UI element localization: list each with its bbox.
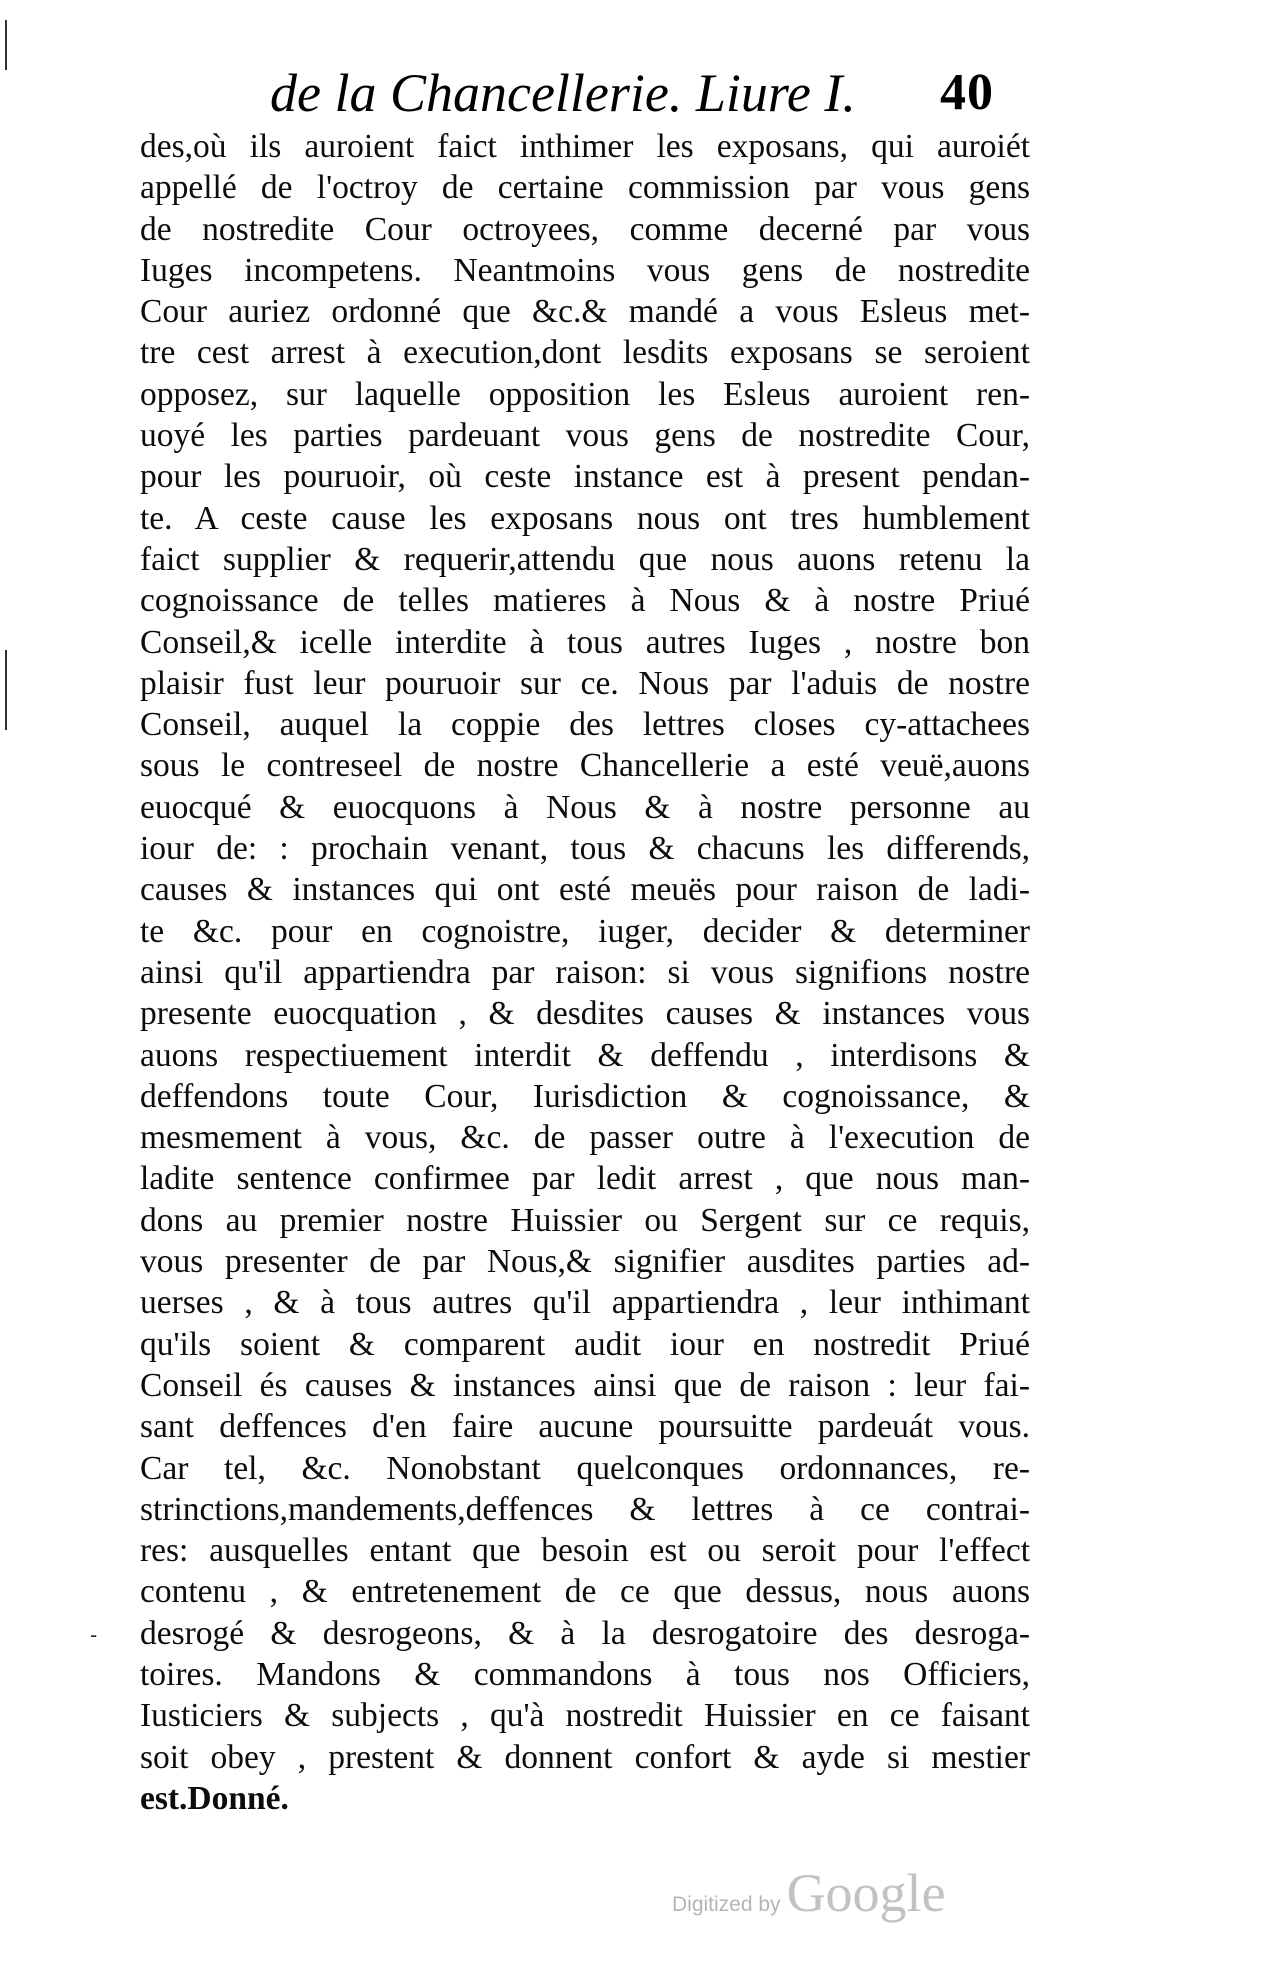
text-line: Conseil,& icelle interdite à tous autres Iuges , nostre bon: [140, 623, 1030, 661]
text-line: Conseil és causes & instances ainsi que de raison : leur fai-: [140, 1366, 1030, 1404]
text-line: ladite sentence confirmee par ledit arrest , que nous man-: [140, 1160, 1030, 1198]
text-line: auons respectiuement interdit & deffendu , interdisons &: [140, 1036, 1030, 1074]
text-line: qu'ils soient & comparent audit iour en nostredit Priué: [140, 1325, 1030, 1363]
page-number: 40: [940, 64, 994, 121]
body-text: [140, 126, 1030, 1819]
text-line: uoyé les parties pardeuant vous gens de nostredite Cour,: [140, 417, 1030, 455]
text-line: plaisir fust leur pouruoir sur ce. Nous par l'aduis de nostre: [140, 664, 1030, 702]
text-line: toires. Mandons & commandons à tous nos Officiers,: [140, 1655, 1030, 1693]
digitized-by-text: Digitized by: [672, 1893, 781, 1916]
running-head: [270, 58, 1030, 128]
text-line: contenu , & entretenement de ce que dessus, nous auons: [140, 1573, 1030, 1611]
text-line: dons au premier nostre Huissier ou Sergent sur ce requis,: [140, 1201, 1030, 1239]
stray-mark: -: [90, 1623, 98, 1647]
text-line: presente euocquation , & desdites causes & instances vous: [140, 995, 1030, 1033]
text-line: Iuges incompetens. Neantmoins vous gens de nostredite: [140, 251, 1030, 289]
left-edge-mark: [5, 650, 7, 730]
text-line: iour de: : prochain venant, tous & chacuns les differends,: [140, 830, 1030, 868]
text-line: faict supplier & requerir,attendu que nous auons retenu la: [140, 540, 1030, 578]
text-line: tre cest arrest à execution,dont lesdits exposans se seroient: [140, 334, 1030, 372]
text-line: opposez, sur laquelle opposition les Esleus auroient ren-: [140, 375, 1030, 413]
text-line: des,où ils auroient faict inthimer les exposans, qui auroiét: [140, 128, 1030, 165]
text-line: Iusticiers & subjects , qu'à nostredit Huissier en ce faisant: [140, 1697, 1030, 1735]
text-line: deffendons toute Cour, Iurisdiction & cognoissance, &: [140, 1077, 1030, 1115]
text-line: est.Donné.: [140, 1779, 289, 1817]
text-line: Cour auriez ordonné que &c.& mandé a vous Esleus met-: [140, 293, 1030, 331]
text-line: euocqué & euocquons à Nous & à nostre personne au: [140, 788, 1030, 826]
text-line: de nostredite Cour octroyees, comme decerné par vous: [140, 210, 1030, 248]
text-line: te. A ceste cause les exposans nous ont tres humblement: [140, 499, 1030, 537]
text-line: strinctions,mandements,deffences & lettres à ce contrai-: [140, 1490, 1030, 1528]
text-line: desrogé & desrogeons, & à la desrogatoire des desroga-: [140, 1614, 1030, 1652]
text-line: soit obey , prestent & donnent confort & ayde si mestier: [140, 1738, 1030, 1776]
google-logo: Google: [786, 1863, 946, 1923]
text-line: vous presenter de par Nous,& signifier ausdites parties ad-: [140, 1243, 1030, 1281]
text-line: cognoissance de telles matieres à Nous & à nostre Priué: [140, 582, 1030, 620]
text-line: te &c. pour en cognoistre, iuger, decider & determiner: [140, 912, 1030, 950]
text-line: mesmement à vous, &c. de passer outre à l'execution de: [140, 1119, 1030, 1157]
text-line: causes & instances qui ont esté meuës pour raison de ladi-: [140, 871, 1030, 909]
running-title: de la Chancellerie. Liure I.: [270, 63, 856, 123]
text-line: Car tel, &c. Nonobstant quelconques ordonnances, re-: [140, 1449, 1030, 1487]
text-line: res: ausquelles entant que besoin est ou seroit pour l'effect: [140, 1532, 1030, 1570]
text-line: uerses , & à tous autres qu'il appartiendra , leur inthimant: [140, 1284, 1030, 1322]
text-line: pour les pouruoir, où ceste instance est à present pendan-: [140, 458, 1030, 496]
left-edge-mark: [5, 20, 7, 70]
text-line: sant deffences d'en faire aucune poursuitte pardeuát vous.: [140, 1408, 1030, 1446]
text-line: appellé de l'octroy de certaine commission par vous gens: [140, 169, 1030, 207]
text-line: sous le contreseel de nostre Chancellerie a esté veuë,auons: [140, 747, 1030, 785]
text-line: ainsi qu'il appartiendra par raison: si vous signifions nostre: [140, 953, 1030, 991]
digitized-by-watermark: [672, 1862, 946, 1922]
text-line: Conseil, auquel la coppie des lettres closes cy-attachees: [140, 706, 1030, 744]
